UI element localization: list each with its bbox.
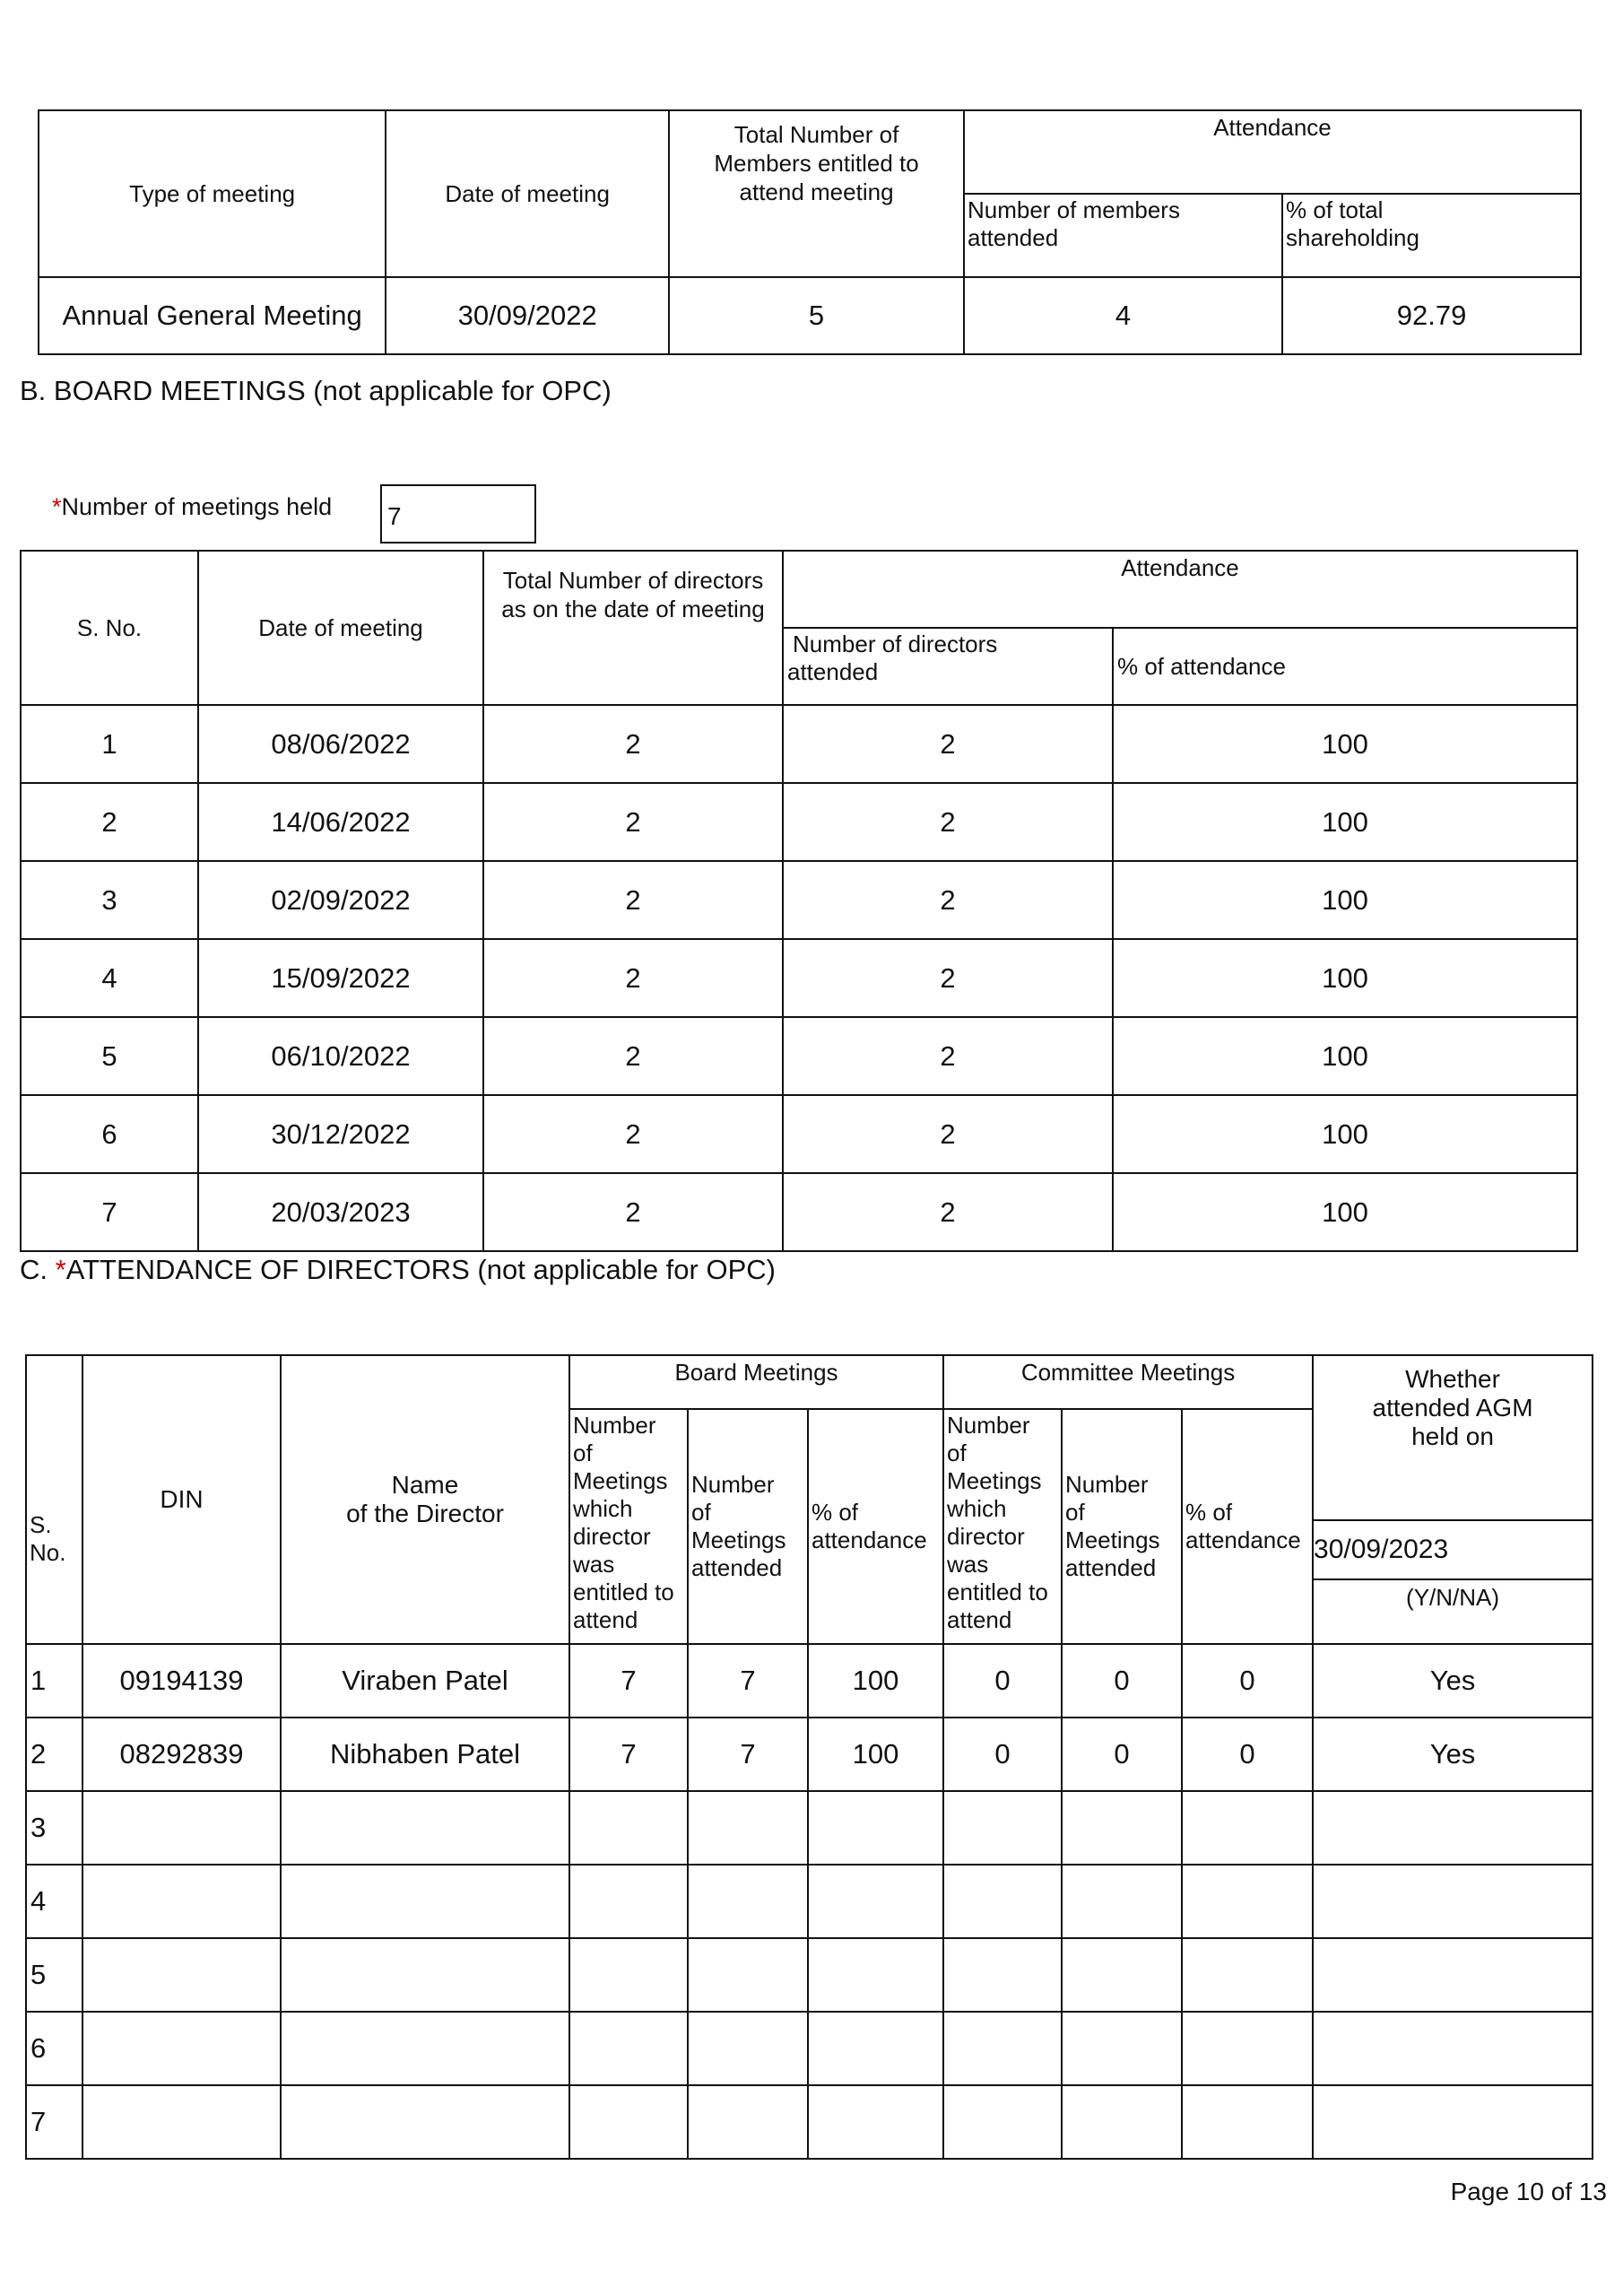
director-c-attended-cell [1062, 2012, 1182, 2085]
board-pct-cell: 100 [1113, 1173, 1577, 1251]
board-sno-cell: 4 [21, 939, 198, 1017]
board-header-date: Date of meeting [198, 551, 483, 705]
board-date-cell: 15/09/2022 [198, 939, 483, 1017]
table-row [21, 1095, 1577, 1173]
director-c-pct-cell [1182, 2012, 1313, 2085]
board-sno-cell: 5 [21, 1017, 198, 1095]
director-b-attended-cell [688, 1865, 808, 1938]
table-row [26, 1644, 1593, 1718]
directors-attendance-table [25, 1354, 1593, 2160]
director-c-pct-cell [1182, 1791, 1313, 1865]
board-attended-cell: 2 [783, 1017, 1113, 1095]
director-b-entitled-cell [569, 2085, 688, 2159]
dir-header-din: DIN [82, 1355, 281, 1644]
director-c-entitled-cell: 0 [943, 1718, 1062, 1791]
dir-header-board-pct: % of attendance [808, 1409, 943, 1644]
agm-total-cell: 5 [669, 277, 964, 354]
director-c-entitled-cell [943, 1865, 1062, 1938]
dir-header-committee: Committee Meetings [943, 1355, 1313, 1409]
director-sno-cell: 7 [26, 2085, 82, 2159]
agm-pct-cell: 92.79 [1282, 277, 1581, 354]
board-sno-cell: 1 [21, 705, 198, 783]
director-b-attended-cell [688, 2012, 808, 2085]
director-name-cell [281, 2012, 569, 2085]
dir-header-agm-date-block [1313, 1520, 1593, 1644]
director-c-pct-cell [1182, 2085, 1313, 2159]
board-attended-cell: 2 [783, 1095, 1113, 1173]
director-b-pct-cell: 100 [808, 1718, 943, 1791]
board-header-attendance: Attendance [783, 551, 1577, 628]
director-c-attended-cell [1062, 1938, 1182, 2012]
director-c-pct-cell: 0 [1182, 1718, 1313, 1791]
board-total-cell: 2 [483, 783, 783, 861]
board-header-sno: S. No. [21, 551, 198, 705]
table-row [21, 705, 1577, 783]
dir-header-committee-attended: Number of Meetings attended [1062, 1409, 1182, 1644]
table-row [26, 1791, 1593, 1865]
board-attended-cell: 2 [783, 705, 1113, 783]
table-row [21, 939, 1577, 1017]
director-b-pct-cell [808, 1865, 943, 1938]
agm-header-members: Number of members attended [964, 194, 1282, 277]
director-c-pct-cell [1182, 1938, 1313, 2012]
director-sno-cell: 1 [26, 1644, 82, 1718]
director-b-pct-cell [808, 2012, 943, 2085]
required-asterisk: * [52, 493, 62, 520]
board-sno-cell: 3 [21, 861, 198, 939]
agm-header-date: Date of meeting [386, 110, 669, 277]
director-b-entitled-cell [569, 1865, 688, 1938]
director-c-pct-cell [1182, 1865, 1313, 1938]
director-din-cell [82, 1938, 281, 2012]
director-agm-cell [1313, 1791, 1593, 1865]
board-header-directors: Number of directors attended [783, 628, 1113, 705]
table-row [26, 1865, 1593, 1938]
director-c-entitled-cell: 0 [943, 1644, 1062, 1718]
board-date-cell: 20/03/2023 [198, 1173, 483, 1251]
dir-header-name: Name of the Director [281, 1355, 569, 1644]
table-row [26, 1938, 1593, 2012]
director-c-entitled-cell [943, 1938, 1062, 2012]
director-sno-cell: 4 [26, 1865, 82, 1938]
director-b-attended-cell: 7 [688, 1644, 808, 1718]
dir-header-committee-entitled: Number of Meetings which director was entitled to attend [943, 1409, 1062, 1644]
meetings-held-label: *Number of meetings held [52, 493, 333, 520]
dir-header-committee-pct: % of attendance [1182, 1409, 1313, 1644]
director-sno-cell: 6 [26, 2012, 82, 2085]
board-section-heading: B. BOARD MEETINGS (not applicable for OPC) [20, 375, 612, 406]
board-attended-cell: 2 [783, 939, 1113, 1017]
board-total-cell: 2 [483, 939, 783, 1017]
director-b-entitled-cell [569, 2012, 688, 2085]
director-b-entitled-cell [569, 1938, 688, 2012]
director-agm-cell [1313, 1938, 1593, 2012]
board-pct-cell: 100 [1113, 1017, 1577, 1095]
dir-header-board-entitled: Number of Meetings which director was entitled to attend [569, 1409, 688, 1644]
director-din-cell: 08292839 [82, 1718, 281, 1791]
director-name-cell: Viraben Patel [281, 1644, 569, 1718]
table-row [21, 783, 1577, 861]
table-row [21, 1173, 1577, 1251]
agm-attended-cell: 4 [964, 277, 1282, 354]
dir-header-sno: S. No. [26, 1355, 82, 1644]
director-agm-cell: Yes [1313, 1644, 1593, 1718]
director-name-cell [281, 1865, 569, 1938]
board-pct-cell: 100 [1113, 861, 1577, 939]
dir-header-board-attended: Number of Meetings attended [688, 1409, 808, 1644]
table-row [21, 861, 1577, 939]
director-name-cell [281, 2085, 569, 2159]
agm-header-total: Total Number of Members entitled to attend meeting [669, 110, 964, 277]
agm-type-cell: Annual General Meeting [39, 277, 386, 354]
board-pct-cell: 100 [1113, 1095, 1577, 1173]
director-agm-cell [1313, 2085, 1593, 2159]
agm-header-type: Type of meeting [39, 110, 386, 277]
agm-yn-label: (Y/N/NA) [1406, 1584, 1500, 1611]
director-c-pct-cell: 0 [1182, 1644, 1313, 1718]
director-c-attended-cell [1062, 1791, 1182, 1865]
board-date-cell: 30/12/2022 [198, 1095, 483, 1173]
director-din-cell [82, 1791, 281, 1865]
director-b-pct-cell: 100 [808, 1644, 943, 1718]
board-sno-cell: 6 [21, 1095, 198, 1173]
table-row [26, 1718, 1593, 1791]
agm-header-pct: % of total shareholding [1282, 194, 1581, 277]
board-sno-cell: 2 [21, 783, 198, 861]
director-name-cell [281, 1791, 569, 1865]
board-sno-cell: 7 [21, 1173, 198, 1251]
director-b-pct-cell [808, 2085, 943, 2159]
director-agm-cell [1313, 1865, 1593, 1938]
agm-header-attendance: Attendance [964, 110, 1581, 194]
director-din-cell [82, 1865, 281, 1938]
board-total-cell: 2 [483, 1173, 783, 1251]
dir-header-agm: Whether attended AGM held on [1313, 1355, 1593, 1520]
dir-header-board: Board Meetings [569, 1355, 943, 1409]
agm-table [38, 109, 1582, 355]
board-pct-cell: 100 [1113, 783, 1577, 861]
board-date-cell: 08/06/2022 [198, 705, 483, 783]
director-b-pct-cell [808, 1791, 943, 1865]
director-b-attended-cell: 7 [688, 1718, 808, 1791]
board-header-pct: % of attendance [1113, 628, 1577, 705]
director-b-entitled-cell: 7 [569, 1644, 688, 1718]
director-name-cell: Nibhaben Patel [281, 1718, 569, 1791]
table-row [21, 1017, 1577, 1095]
director-c-attended-cell: 0 [1062, 1718, 1182, 1791]
director-sno-cell: 5 [26, 1938, 82, 2012]
required-asterisk: * [55, 1254, 66, 1285]
director-c-attended-cell: 0 [1062, 1644, 1182, 1718]
board-attended-cell: 2 [783, 861, 1113, 939]
directors-section-heading: C. *ATTENDANCE OF DIRECTORS (not applicable for OPC) [20, 1254, 776, 1285]
director-agm-cell [1313, 2012, 1593, 2085]
director-c-attended-cell [1062, 1865, 1182, 1938]
director-c-entitled-cell [943, 2085, 1062, 2159]
director-b-attended-cell [688, 2085, 808, 2159]
director-b-attended-cell [688, 1791, 808, 1865]
agm-date-field[interactable]: 30/09/2023 [1314, 1521, 1592, 1580]
page-number: Page 10 of 13 [1450, 2178, 1607, 2205]
board-pct-cell: 100 [1113, 939, 1577, 1017]
director-din-cell [82, 2085, 281, 2159]
board-attended-cell: 2 [783, 783, 1113, 861]
board-total-cell: 2 [483, 1017, 783, 1095]
director-agm-cell: Yes [1313, 1718, 1593, 1791]
director-c-entitled-cell [943, 1791, 1062, 1865]
director-b-entitled-cell: 7 [569, 1718, 688, 1791]
board-date-cell: 14/06/2022 [198, 783, 483, 861]
agm-date-cell: 30/09/2022 [386, 277, 669, 354]
director-sno-cell: 2 [26, 1718, 82, 1791]
table-row [26, 2012, 1593, 2085]
director-din-cell: 09194139 [82, 1644, 281, 1718]
board-total-cell: 2 [483, 1095, 783, 1173]
board-date-cell: 06/10/2022 [198, 1017, 483, 1095]
meetings-held-field[interactable]: 7 [380, 484, 536, 544]
board-pct-cell: 100 [1113, 705, 1577, 783]
board-total-cell: 2 [483, 705, 783, 783]
board-attended-cell: 2 [783, 1173, 1113, 1251]
director-name-cell [281, 1938, 569, 2012]
board-date-cell: 02/09/2022 [198, 861, 483, 939]
director-c-entitled-cell [943, 2012, 1062, 2085]
director-b-attended-cell [688, 1938, 808, 2012]
board-meetings-table [20, 550, 1578, 1252]
director-sno-cell: 3 [26, 1791, 82, 1865]
table-row [26, 2085, 1593, 2159]
director-din-cell [82, 2012, 281, 2085]
board-total-cell: 2 [483, 861, 783, 939]
director-c-attended-cell [1062, 2085, 1182, 2159]
director-b-entitled-cell [569, 1791, 688, 1865]
board-header-total: Total Number of directors as on the date of meeting [483, 551, 783, 705]
director-b-pct-cell [808, 1938, 943, 2012]
